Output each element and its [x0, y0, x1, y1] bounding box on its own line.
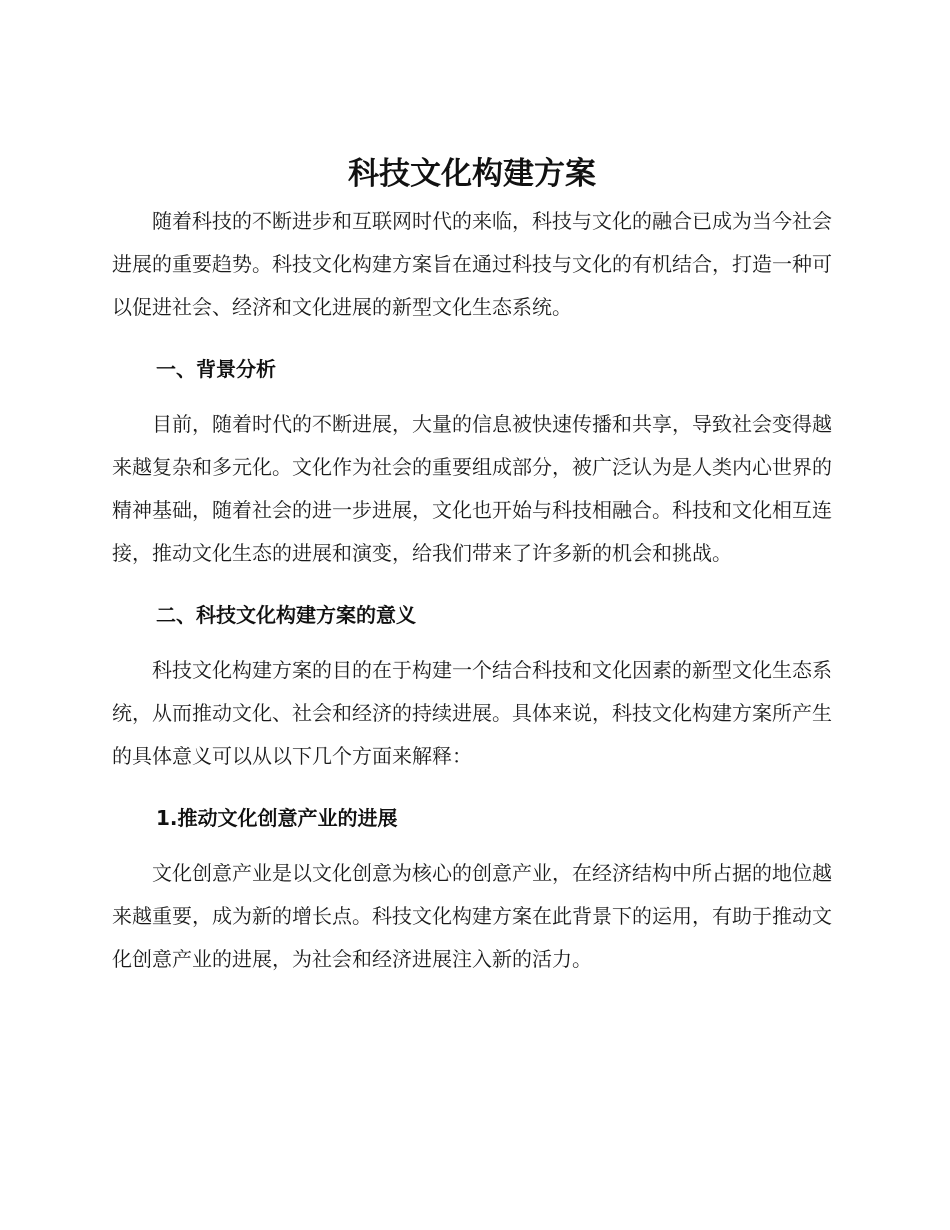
section-paragraph-significance: 科技文化构建方案的目的在于构建一个结合科技和文化因素的新型文化生态系统，从而推动文化、社会和经济的持续进展。具体来说，科技文化构建方案所产生的具体意义可以从以下几个方面来解释： [112, 658, 832, 768]
section-heading-significance: 二、科技文化构建方案的意义 [156, 603, 416, 627]
subsection-paragraph-creative-industry: 文化创意产业是以文化创意为核心的创意产业，在经济结构中所占据的地位越来越重要，成为新的增长点。科技文化构建方案在此背景下的运用，有助于推动文化创意产业的进展，为社会和经济进展注入新的活力。 [112, 861, 832, 971]
document-body [112, 148, 832, 998]
intro-paragraph: 随着科技的不断进步和互联网时代的来临，科技与文化的融合已成为当今社会进展的重要趋势。科技文化构建方案旨在通过科技与文化的有机结合，打造一种可以促进社会、经济和文化进展的新型文化生态系统。 [112, 209, 832, 319]
section-heading-background: 一、背景分析 [156, 357, 276, 381]
section-paragraph-background: 目前，随着时代的不断进展，大量的信息被快速传播和共享，导致社会变得越来越复杂和多元化。文化作为社会的重要组成部分，被广泛认为是人类内心世界的精神基础，随着社会的进一步进展，文化也开始与科技相融合。科技和文化相互连接，推动文化生态的进展和演变，给我们带来了许多新的机会和挑战。 [112, 412, 832, 565]
document-title: 科技文化构建方案 [348, 156, 596, 192]
subsection-heading-creative-industry: 1.推动文化创意产业的进展 [156, 806, 398, 830]
